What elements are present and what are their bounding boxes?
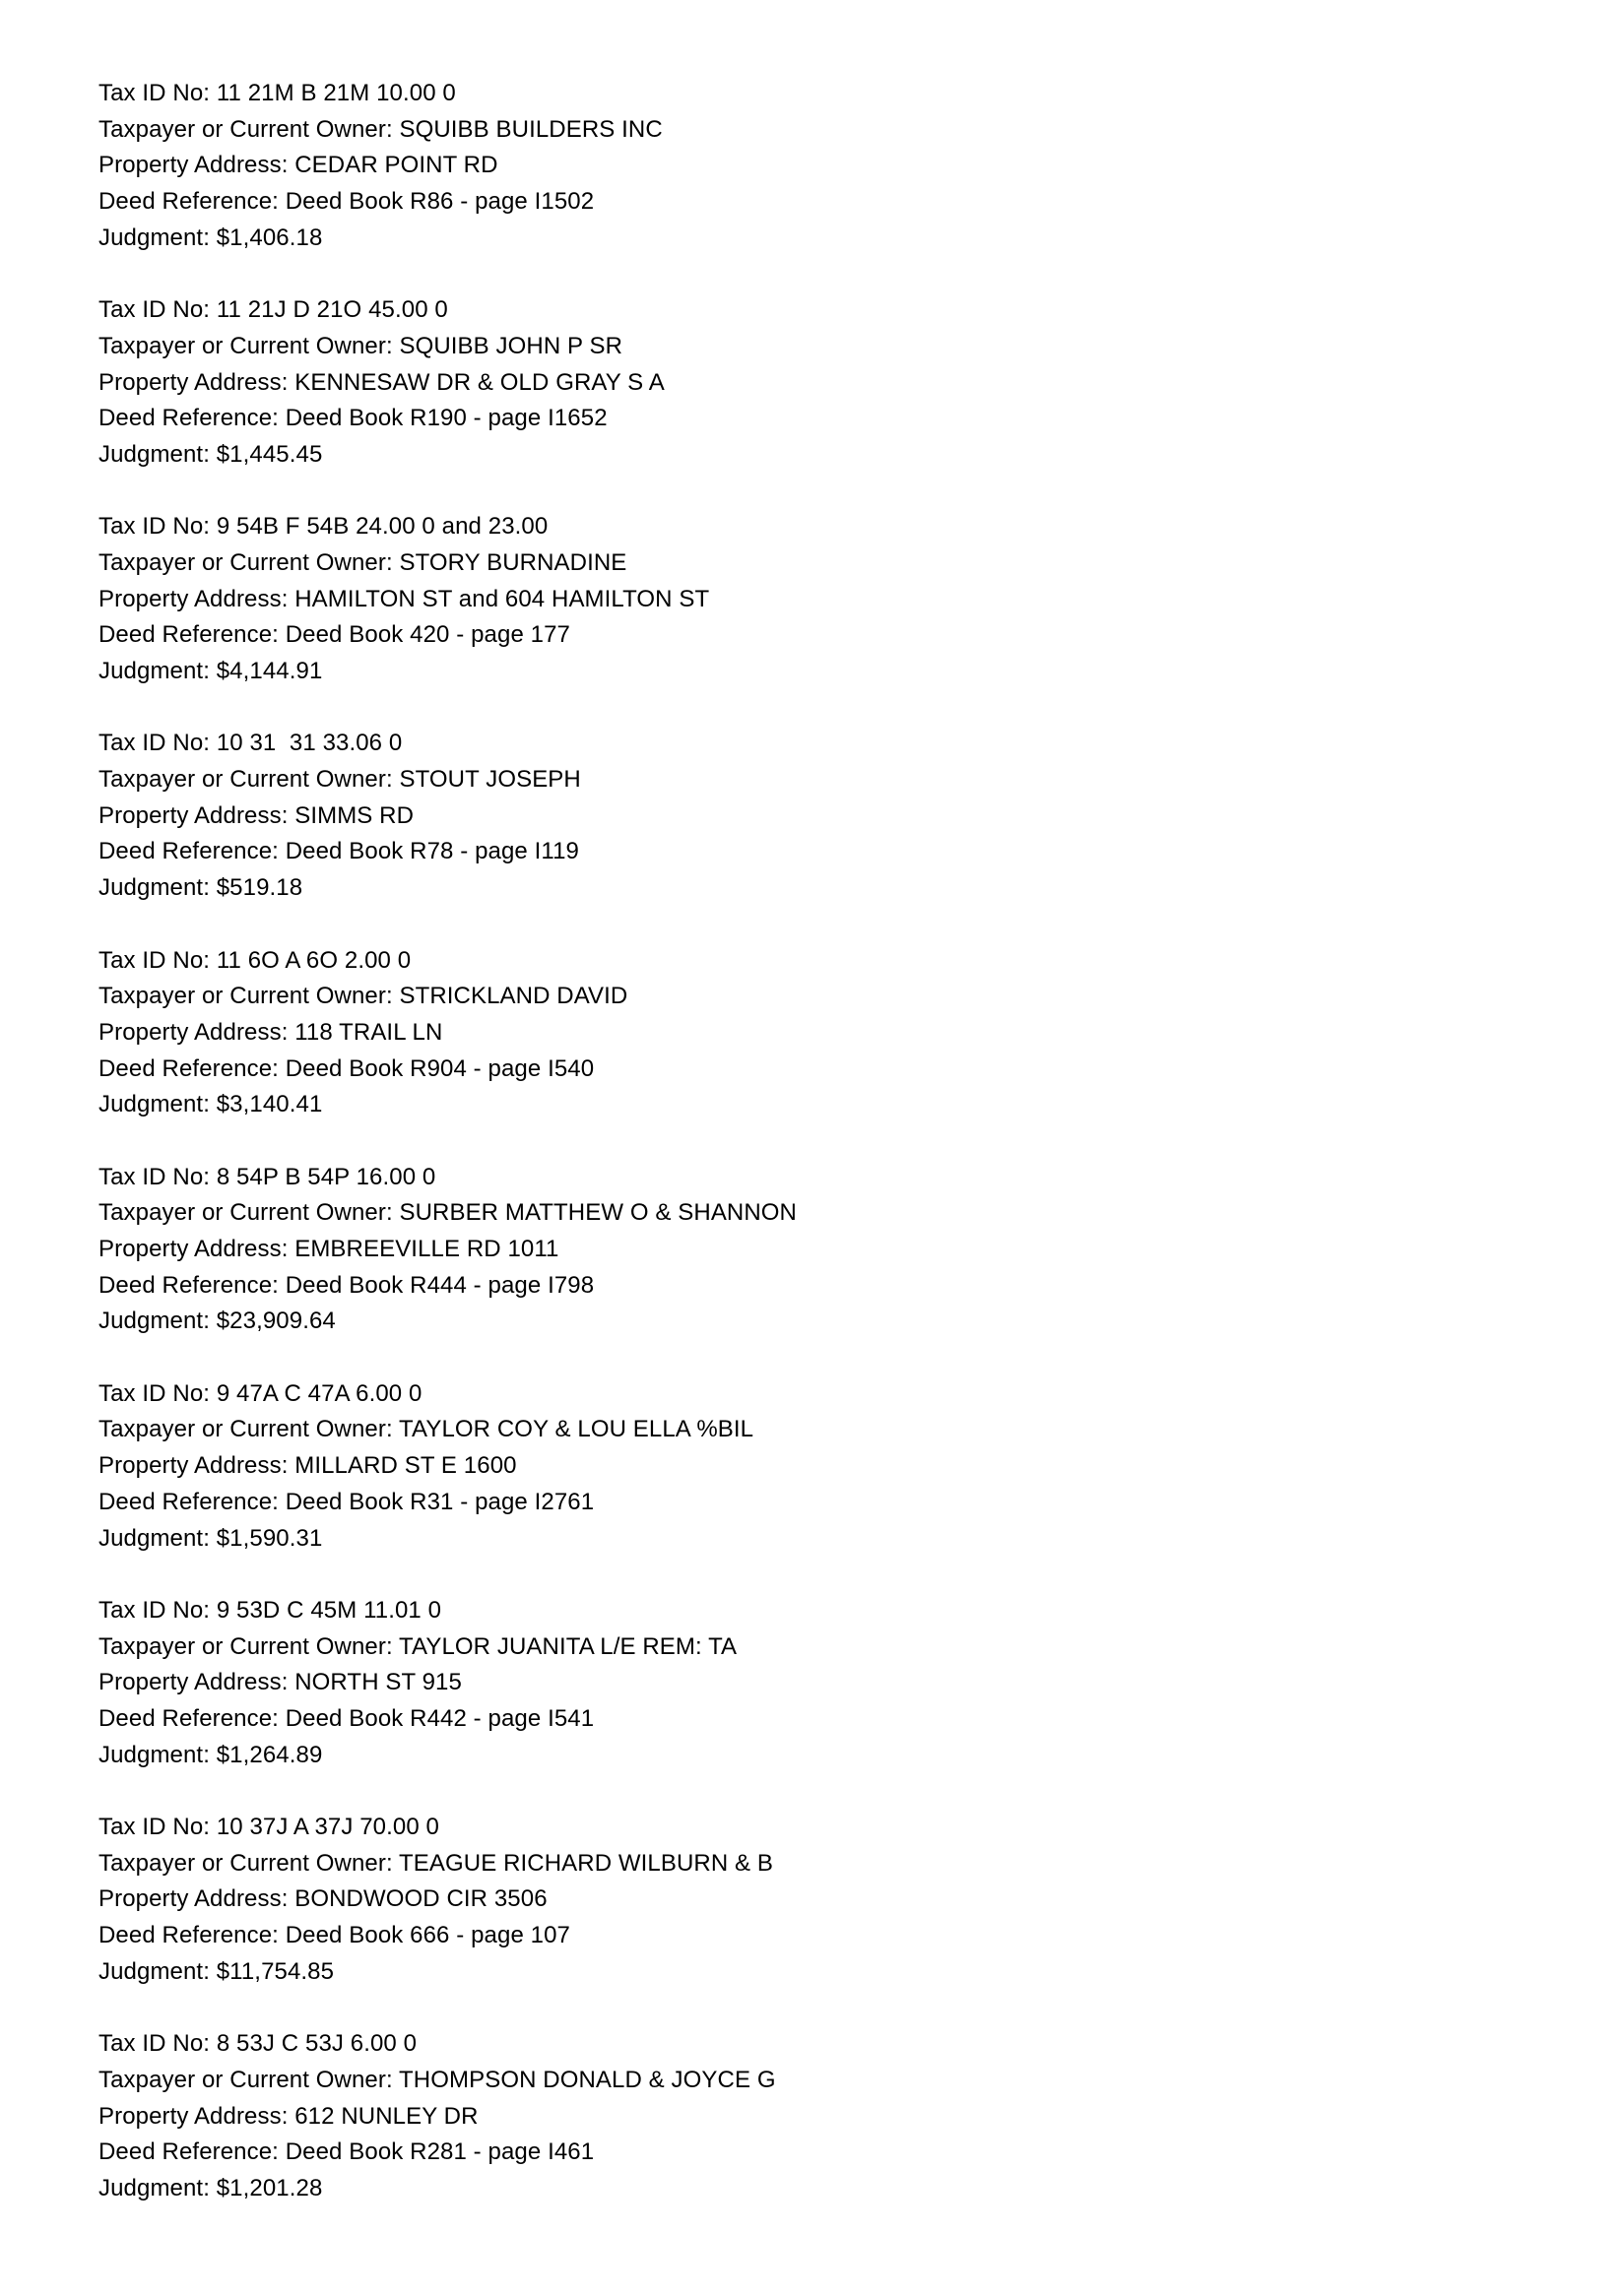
tax-record — [98, 1160, 1527, 1340]
tax-id-line — [98, 2026, 1527, 2063]
owner-value: STRICKLAND DAVID — [399, 983, 628, 1010]
judgment-value: $4,144.91 — [216, 658, 323, 684]
owner-value: THOMPSON DONALD & JOYCE G — [399, 2066, 776, 2093]
owner-value: SURBER MATTHEW O & SHANNON — [399, 1199, 797, 1227]
owner-value: TEAGUE RICHARD WILBURN & B — [399, 1849, 774, 1877]
deed-line — [98, 1268, 1527, 1305]
deed-label: Deed Reference: — [98, 1271, 286, 1299]
judgment-label: Judgment: — [98, 1091, 217, 1118]
deed-label: Deed Reference: — [98, 1922, 286, 1949]
judgment-line — [98, 1087, 1527, 1123]
tax-record — [98, 1810, 1527, 1990]
deed-label: Deed Reference: — [98, 838, 286, 865]
tax-id-label: Tax ID No: — [98, 296, 217, 324]
judgment-line — [98, 1738, 1527, 1774]
tax-id-value: 11 21M B 21M 10.00 0 — [216, 80, 456, 106]
tax-id-line — [98, 1593, 1527, 1629]
address-line — [98, 1015, 1527, 1052]
tax-id-line — [98, 726, 1527, 762]
address-label: Property Address: — [98, 1018, 295, 1046]
judgment-line — [98, 870, 1527, 907]
owner-line — [98, 545, 1527, 582]
owner-value: SQUIBB JOHN P SR — [399, 332, 623, 359]
deed-value: Deed Book R281 - page I461 — [285, 2138, 595, 2166]
address-line — [98, 582, 1527, 618]
address-label: Property Address: — [98, 2102, 295, 2130]
deed-value: Deed Book R31 - page I2761 — [285, 1488, 595, 1515]
judgment-label: Judgment: — [98, 1524, 217, 1552]
owner-value: TAYLOR COY & LOU ELLA %BIL — [399, 1416, 754, 1443]
deed-label: Deed Reference: — [98, 1704, 286, 1732]
address-value: SIMMS RD — [294, 801, 415, 829]
owner-label: Taxpayer or Current Owner: — [98, 548, 400, 576]
judgment-label: Judgment: — [98, 1307, 217, 1335]
judgment-value: $3,140.41 — [216, 1091, 323, 1118]
tax-id-label: Tax ID No: — [98, 1596, 217, 1624]
deed-line — [98, 1701, 1527, 1738]
address-line — [98, 1881, 1527, 1918]
owner-label: Taxpayer or Current Owner: — [98, 1849, 400, 1877]
deed-value: Deed Book R442 - page I541 — [285, 1704, 595, 1732]
tax-record — [98, 509, 1527, 689]
deed-line — [98, 1918, 1527, 1954]
judgment-label: Judgment: — [98, 440, 217, 468]
tax-record — [98, 1593, 1527, 1773]
deed-value: Deed Book 420 - page 177 — [285, 621, 571, 649]
owner-value: STORY BURNADINE — [399, 548, 627, 576]
judgment-value: $1,406.18 — [216, 223, 323, 251]
address-value: NORTH ST 915 — [294, 1669, 462, 1696]
deed-line — [98, 401, 1527, 437]
address-line — [98, 798, 1527, 835]
tax-id-line — [98, 1810, 1527, 1846]
judgment-value: $1,264.89 — [216, 1741, 323, 1768]
owner-line — [98, 1412, 1527, 1448]
judgment-value: $1,445.45 — [216, 440, 323, 468]
address-line — [98, 1232, 1527, 1268]
owner-label: Taxpayer or Current Owner: — [98, 1199, 400, 1227]
address-label: Property Address: — [98, 368, 295, 396]
address-value: KENNESAW DR & OLD GRAY S A — [294, 368, 665, 396]
address-label: Property Address: — [98, 585, 295, 612]
address-line — [98, 365, 1527, 402]
tax-id-label: Tax ID No: — [98, 80, 217, 106]
owner-line — [98, 979, 1527, 1015]
judgment-value: $23,909.64 — [216, 1307, 336, 1335]
address-label: Property Address: — [98, 1236, 295, 1262]
tax-id-label: Tax ID No: — [98, 513, 217, 541]
judgment-value: $1,590.31 — [216, 1524, 323, 1552]
deed-value: Deed Book R78 - page I119 — [285, 838, 579, 865]
tax-id-label: Tax ID No: — [98, 946, 217, 974]
tax-record — [98, 1376, 1527, 1557]
deed-value: Deed Book R190 - page I1652 — [285, 405, 608, 432]
address-value: CEDAR POINT RD — [294, 152, 498, 179]
owner-line — [98, 112, 1527, 149]
tax-record — [98, 2026, 1527, 2206]
deed-label: Deed Reference: — [98, 621, 286, 649]
deed-label: Deed Reference: — [98, 188, 286, 216]
address-line — [98, 148, 1527, 184]
address-value: MILLARD ST E 1600 — [294, 1452, 517, 1480]
owner-label: Taxpayer or Current Owner: — [98, 1416, 400, 1443]
judgment-label: Judgment: — [98, 1741, 217, 1768]
address-line — [98, 1665, 1527, 1701]
tax-record — [98, 76, 1527, 256]
deed-line — [98, 184, 1527, 221]
deed-value: Deed Book R904 - page I540 — [285, 1054, 595, 1082]
address-label: Property Address: — [98, 1669, 295, 1696]
owner-label: Taxpayer or Current Owner: — [98, 1632, 400, 1660]
tax-id-line — [98, 292, 1527, 329]
address-line — [98, 1448, 1527, 1485]
address-value: EMBREEVILLE RD 1011 — [294, 1236, 559, 1262]
owner-value: TAYLOR JUANITA L/E REM: TA — [399, 1632, 738, 1660]
tax-record — [98, 726, 1527, 906]
tax-id-value: 11 6O A 6O 2.00 0 — [216, 946, 412, 974]
judgment-value: $11,754.85 — [216, 1957, 335, 1985]
judgment-line — [98, 437, 1527, 474]
address-line — [98, 2099, 1527, 2136]
address-label: Property Address: — [98, 801, 295, 829]
tax-id-value: 10 31 31 33.06 0 — [216, 730, 403, 757]
tax-id-line — [98, 943, 1527, 980]
deed-label: Deed Reference: — [98, 1054, 286, 1082]
judgment-value: $1,201.28 — [216, 2174, 323, 2201]
judgment-line — [98, 221, 1527, 257]
document-page — [98, 76, 1527, 2243]
owner-line — [98, 1846, 1527, 1882]
owner-label: Taxpayer or Current Owner: — [98, 115, 400, 143]
tax-id-value: 9 53D C 45M 11.01 0 — [216, 1596, 442, 1624]
address-label: Property Address: — [98, 152, 295, 179]
tax-id-label: Tax ID No: — [98, 1814, 217, 1840]
deed-line — [98, 1485, 1527, 1521]
tax-id-label: Tax ID No: — [98, 1379, 217, 1407]
deed-label: Deed Reference: — [98, 405, 286, 432]
address-value: HAMILTON ST and 604 HAMILTON ST — [294, 585, 710, 612]
owner-line — [98, 1195, 1527, 1232]
judgment-label: Judgment: — [98, 1957, 217, 1985]
address-value: 612 NUNLEY DR — [294, 2102, 479, 2130]
tax-id-value: 9 47A C 47A 6.00 0 — [216, 1379, 422, 1407]
owner-line — [98, 1629, 1527, 1666]
tax-id-line — [98, 1376, 1527, 1413]
judgment-line — [98, 1954, 1527, 1991]
tax-id-line — [98, 1160, 1527, 1196]
address-value: 118 TRAIL LN — [294, 1018, 443, 1046]
tax-record — [98, 292, 1527, 473]
tax-id-value: 10 37J A 37J 70.00 0 — [216, 1814, 440, 1840]
judgment-label: Judgment: — [98, 2174, 217, 2201]
owner-line — [98, 2063, 1527, 2099]
deed-line — [98, 1052, 1527, 1088]
owner-value: SQUIBB BUILDERS INC — [399, 115, 663, 143]
address-value: BONDWOOD CIR 3506 — [294, 1885, 548, 1913]
owner-label: Taxpayer or Current Owner: — [98, 2066, 400, 2093]
tax-record — [98, 943, 1527, 1123]
owner-label: Taxpayer or Current Owner: — [98, 332, 400, 359]
address-label: Property Address: — [98, 1452, 295, 1480]
owner-value: STOUT JOSEPH — [399, 766, 581, 794]
deed-label: Deed Reference: — [98, 1488, 286, 1515]
judgment-label: Judgment: — [98, 658, 217, 684]
judgment-label: Judgment: — [98, 223, 217, 251]
tax-id-label: Tax ID No: — [98, 1163, 217, 1190]
tax-id-label: Tax ID No: — [98, 2030, 217, 2058]
deed-value: Deed Book 666 - page 107 — [285, 1922, 571, 1949]
owner-label: Taxpayer or Current Owner: — [98, 983, 400, 1010]
tax-id-line — [98, 76, 1527, 112]
tax-id-line — [98, 509, 1527, 545]
judgment-line — [98, 1304, 1527, 1340]
owner-label: Taxpayer or Current Owner: — [98, 766, 400, 794]
judgment-line — [98, 1521, 1527, 1558]
judgment-line — [98, 2171, 1527, 2207]
tax-id-value: 8 54P B 54P 16.00 0 — [216, 1163, 436, 1190]
tax-id-label: Tax ID No: — [98, 730, 217, 757]
tax-id-value: 11 21J D 21O 45.00 0 — [216, 296, 448, 324]
owner-line — [98, 762, 1527, 798]
deed-line — [98, 2135, 1527, 2171]
address-label: Property Address: — [98, 1885, 295, 1913]
judgment-value: $519.18 — [216, 874, 303, 902]
judgment-label: Judgment: — [98, 874, 217, 902]
deed-line — [98, 834, 1527, 870]
tax-id-value: 8 53J C 53J 6.00 0 — [216, 2030, 418, 2058]
deed-value: Deed Book R444 - page I798 — [285, 1271, 595, 1299]
deed-value: Deed Book R86 - page I1502 — [285, 188, 595, 216]
deed-label: Deed Reference: — [98, 2138, 286, 2166]
owner-line — [98, 329, 1527, 365]
tax-id-value: 9 54B F 54B 24.00 0 and 23.00 — [216, 513, 549, 541]
deed-line — [98, 617, 1527, 654]
judgment-line — [98, 654, 1527, 690]
